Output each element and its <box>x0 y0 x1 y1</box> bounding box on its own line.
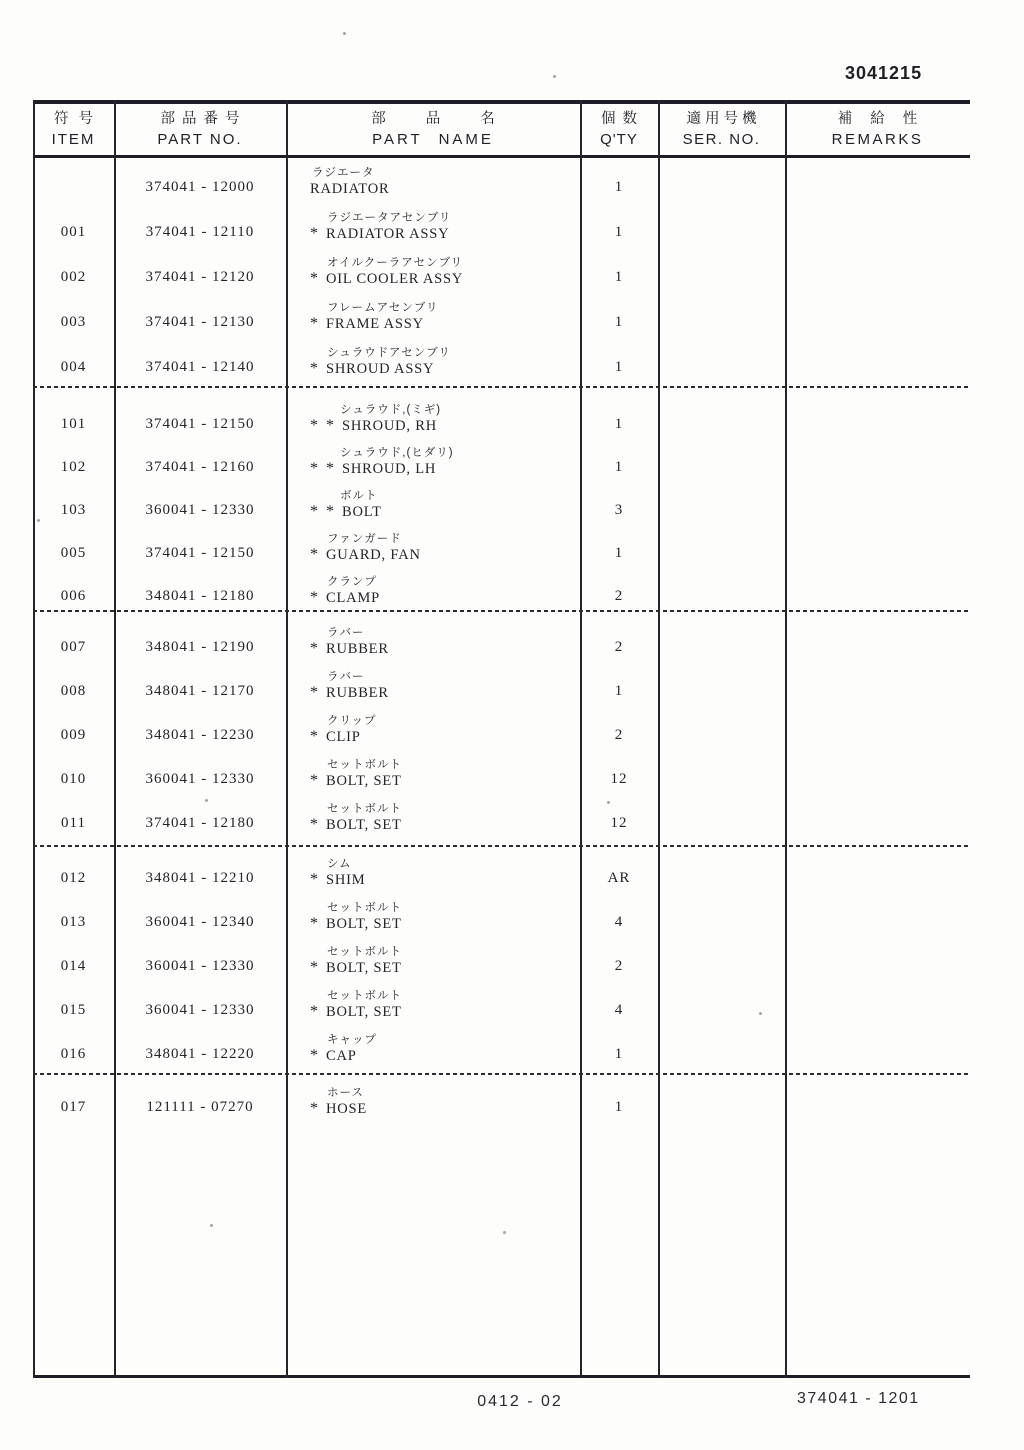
qty-cell: 1 <box>614 224 624 240</box>
part-name-cell <box>286 1034 580 1065</box>
part-name-cell <box>286 490 580 521</box>
table-top-border <box>33 100 970 104</box>
part-name-jp: クリップ <box>327 715 377 727</box>
part-no-cell: 348041 - 12170 <box>145 683 255 699</box>
indent-asterisks: * <box>310 772 326 789</box>
part-name-en: * SHROUD ASSY <box>310 360 435 377</box>
qty-cell: 1 <box>614 1046 624 1062</box>
footer-page-code: 0412 - 02 <box>477 1393 563 1410</box>
table-row <box>33 1034 970 1076</box>
part-name-cell <box>286 990 580 1021</box>
part-name-cell <box>286 347 580 378</box>
table-row <box>33 1087 970 1129</box>
qty-cell: 2 <box>614 588 624 604</box>
part-name-en: * BOLT, SET <box>310 772 402 789</box>
part-name-en: * OIL COOLER ASSY <box>310 270 464 287</box>
table-row <box>33 404 970 446</box>
group-separator-dashed-line <box>33 610 970 612</box>
item-cell: 002 <box>60 269 87 285</box>
part-no-cell: 374041 - 12180 <box>145 815 255 831</box>
item-cell: 009 <box>60 727 87 743</box>
part-name-cell <box>286 671 580 702</box>
scan-speck <box>607 801 610 804</box>
part-name-cell <box>286 803 580 834</box>
qty-cell: 3 <box>614 502 624 518</box>
part-no-cell: 121111 - 07270 <box>146 1099 254 1115</box>
part-no-cell: 374041 - 12150 <box>145 416 255 432</box>
part-name-en: RADIATOR <box>310 181 390 197</box>
table-row <box>33 759 970 801</box>
item-cell: 014 <box>60 958 87 974</box>
indent-asterisks: * <box>310 1100 326 1117</box>
indent-asterisks: * <box>310 1047 326 1064</box>
header-ser-no-en: SER. NO. <box>682 131 761 148</box>
table-row <box>33 946 970 988</box>
header-part-name-jp: 部品名 <box>371 111 535 127</box>
indent-asterisks: * <box>310 315 326 332</box>
part-name-en: * FRAME ASSY <box>310 315 424 332</box>
indent-asterisks: * * <box>310 417 342 434</box>
item-cell: 006 <box>60 588 87 604</box>
table-row <box>33 715 970 757</box>
table-row <box>33 347 970 389</box>
part-name-en: * RADIATOR ASSY <box>310 225 450 242</box>
part-name-cell <box>286 533 580 564</box>
part-name-jp: ファンガード <box>327 533 402 545</box>
part-no-cell: 374041 - 12160 <box>145 459 255 475</box>
part-name-jp: キャップ <box>327 1034 377 1046</box>
header-part-no-jp: 部品番号 <box>160 111 247 127</box>
part-name-jp: フレームアセンブリ <box>327 302 439 314</box>
indent-asterisks: * <box>310 684 326 701</box>
table-row <box>33 902 970 944</box>
table-bottom-border <box>33 1375 970 1378</box>
indent-asterisks: * <box>310 1003 326 1020</box>
part-name-jp: シュラウド,(ヒダリ) <box>340 447 454 459</box>
item-cell: 001 <box>60 224 87 240</box>
part-name-jp: シュラウド,(ミギ) <box>340 404 442 416</box>
part-no-cell: 348041 - 12210 <box>145 870 255 886</box>
item-cell: 003 <box>60 314 87 330</box>
table-row <box>33 212 970 254</box>
qty-cell: 1 <box>614 359 624 375</box>
part-no-cell: 374041 - 12150 <box>145 545 255 561</box>
part-name-en: * RUBBER <box>310 684 389 701</box>
part-name-cell <box>286 715 580 746</box>
document-number: 3041215 <box>845 63 923 83</box>
part-name-jp: オイルクーラアセンブリ <box>327 257 464 269</box>
header-remarks-jp: 補給性 <box>837 111 936 127</box>
part-name-jp: シム <box>327 858 352 870</box>
part-name-cell <box>286 759 580 790</box>
indent-asterisks: * <box>310 270 326 287</box>
header-part-no-en: PART NO. <box>157 131 243 148</box>
part-name-en: * CLIP <box>310 728 361 745</box>
item-cell: 016 <box>60 1046 87 1062</box>
part-name-en: * RUBBER <box>310 640 389 657</box>
table-row <box>33 533 970 575</box>
table-row <box>33 490 970 532</box>
part-name-en: * BOLT, SET <box>310 816 402 833</box>
header-remarks <box>785 109 970 149</box>
item-cell: 017 <box>60 1099 87 1115</box>
part-name-jp: セットボルト <box>327 902 402 914</box>
item-cell: 015 <box>60 1002 87 1018</box>
table-row <box>33 803 970 845</box>
scan-speck <box>205 799 208 802</box>
part-name-jp: ホース <box>327 1087 364 1099</box>
qty-cell: 1 <box>614 416 624 432</box>
qty-cell: 1 <box>614 459 624 475</box>
part-no-cell: 374041 - 12120 <box>145 269 255 285</box>
part-name-cell <box>286 167 580 198</box>
qty-cell: 1 <box>614 545 624 561</box>
part-name-cell <box>286 627 580 658</box>
part-name-en: * * BOLT <box>310 503 382 520</box>
group-separator-dashed-line <box>33 386 970 388</box>
header-part-name-en: PART NAME <box>372 131 494 148</box>
item-cell: 008 <box>60 683 87 699</box>
table-row <box>33 447 970 489</box>
scan-speck <box>759 1012 762 1015</box>
indent-asterisks: * <box>310 360 326 377</box>
qty-cell: 1 <box>614 179 624 195</box>
part-name-en: * HOSE <box>310 1100 368 1117</box>
indent-asterisks: * <box>310 816 326 833</box>
scan-speck <box>210 1224 213 1227</box>
part-name-jp: ラバー <box>327 671 365 683</box>
item-cell: 101 <box>60 416 87 432</box>
qty-cell: 1 <box>614 314 624 330</box>
part-name-jp: シュラウドアセンブリ <box>327 347 451 359</box>
item-cell: 005 <box>60 545 87 561</box>
part-name-cell <box>286 576 580 607</box>
indent-asterisks: * * <box>310 503 342 520</box>
scan-speck <box>37 519 40 522</box>
part-name-en: * CLAMP <box>310 589 380 606</box>
qty-cell: 4 <box>614 914 624 930</box>
part-no-cell: 348041 - 12230 <box>145 727 255 743</box>
indent-asterisks: * <box>310 959 326 976</box>
indent-asterisks: * <box>310 871 326 888</box>
part-name-en: * * SHROUD, LH <box>310 460 437 477</box>
part-name-cell <box>286 257 580 288</box>
part-no-cell: 360041 - 12340 <box>145 914 255 930</box>
item-cell: 004 <box>60 359 87 375</box>
part-name-jp: セットボルト <box>327 759 402 771</box>
table-row <box>33 627 970 669</box>
part-name-cell <box>286 212 580 243</box>
table-row <box>33 858 970 900</box>
part-name-en: * CAP <box>310 1047 357 1064</box>
part-name-cell <box>286 946 580 977</box>
part-name-cell <box>286 404 580 435</box>
part-name-jp: ラバー <box>327 627 365 639</box>
item-cell: 010 <box>60 771 87 787</box>
qty-cell: AR <box>607 870 631 886</box>
header-item <box>33 109 114 149</box>
part-name-jp: ラジエータ <box>312 167 375 179</box>
group-separator-dashed-line <box>33 1073 970 1075</box>
qty-cell: 1 <box>614 1099 624 1115</box>
part-name-jp: ボルト <box>340 490 378 502</box>
item-cell: 011 <box>61 815 86 831</box>
part-no-cell: 374041 - 12110 <box>145 224 255 240</box>
header-qty-en: Q'TY <box>600 131 638 148</box>
table-row <box>33 302 970 344</box>
parts-table <box>33 100 970 1378</box>
scan-speck <box>553 75 556 78</box>
part-no-cell: 374041 - 12140 <box>145 359 255 375</box>
indent-asterisks: * <box>310 546 326 563</box>
part-no-cell: 374041 - 12000 <box>145 179 255 195</box>
part-no-cell: 360041 - 12330 <box>145 1002 255 1018</box>
part-no-cell: 360041 - 12330 <box>145 771 255 787</box>
item-cell: 007 <box>60 639 87 655</box>
part-name-cell <box>286 858 580 889</box>
table-row <box>33 671 970 713</box>
item-cell: 013 <box>60 914 87 930</box>
part-no-cell: 348041 - 12190 <box>145 639 255 655</box>
part-name-cell <box>286 302 580 333</box>
indent-asterisks: * * <box>310 460 342 477</box>
indent-asterisks: * <box>310 728 326 745</box>
qty-cell: 12 <box>610 771 628 787</box>
header-ser-no <box>658 109 785 149</box>
indent-asterisks: * <box>310 589 326 606</box>
group-separator-dashed-line <box>33 845 970 847</box>
part-name-en: * BOLT, SET <box>310 915 402 932</box>
scan-speck <box>343 32 346 35</box>
part-name-jp: セットボルト <box>327 946 402 958</box>
part-name-jp: クランプ <box>327 576 377 588</box>
item-cell: 102 <box>60 459 87 475</box>
item-cell: 012 <box>60 870 87 886</box>
header-qty <box>580 109 658 149</box>
part-name-en: * BOLT, SET <box>310 1003 402 1020</box>
header-remarks-en: REMARKS <box>831 131 924 148</box>
header-item-en: ITEM <box>51 131 96 148</box>
scan-speck <box>503 1231 506 1234</box>
part-name-jp: セットボルト <box>327 803 402 815</box>
part-name-en: * * SHROUD, RH <box>310 417 438 434</box>
part-name-jp: ラジエータアセンブリ <box>327 212 452 224</box>
part-name-cell <box>286 902 580 933</box>
part-name-cell <box>286 1087 580 1118</box>
qty-cell: 2 <box>614 639 624 655</box>
header-ser-no-jp: 適用号機 <box>686 111 761 127</box>
qty-cell: 2 <box>614 727 624 743</box>
part-name-en: * SHIM <box>310 871 366 888</box>
header-part-name <box>286 109 580 149</box>
indent-asterisks: * <box>310 915 326 932</box>
qty-cell: 12 <box>610 815 628 831</box>
part-name-cell <box>286 447 580 478</box>
part-name-jp: セットボルト <box>327 990 402 1002</box>
header-qty-jp: 個数 <box>601 111 644 127</box>
qty-cell: 2 <box>614 958 624 974</box>
part-name-en: * BOLT, SET <box>310 959 402 976</box>
qty-cell: 1 <box>614 683 624 699</box>
indent-asterisks: * <box>310 225 326 242</box>
table-row <box>33 990 970 1032</box>
table-row <box>33 257 970 299</box>
footer-figure-number: 374041 - 1201 <box>797 1390 920 1407</box>
part-name-en: * GUARD, FAN <box>310 546 421 563</box>
header-item-jp: 符号 <box>54 111 103 127</box>
part-no-cell: 360041 - 12330 <box>145 502 255 518</box>
qty-cell: 1 <box>614 269 624 285</box>
part-no-cell: 348041 - 12220 <box>145 1046 255 1062</box>
indent-asterisks: * <box>310 640 326 657</box>
table-row <box>33 167 970 209</box>
qty-cell: 4 <box>614 1002 624 1018</box>
header-bottom-border <box>33 155 970 158</box>
part-no-cell: 360041 - 12330 <box>145 958 255 974</box>
header-part-no <box>114 109 286 149</box>
part-no-cell: 374041 - 12130 <box>145 314 255 330</box>
part-no-cell: 348041 - 12180 <box>145 588 255 604</box>
item-cell: 103 <box>60 502 87 518</box>
